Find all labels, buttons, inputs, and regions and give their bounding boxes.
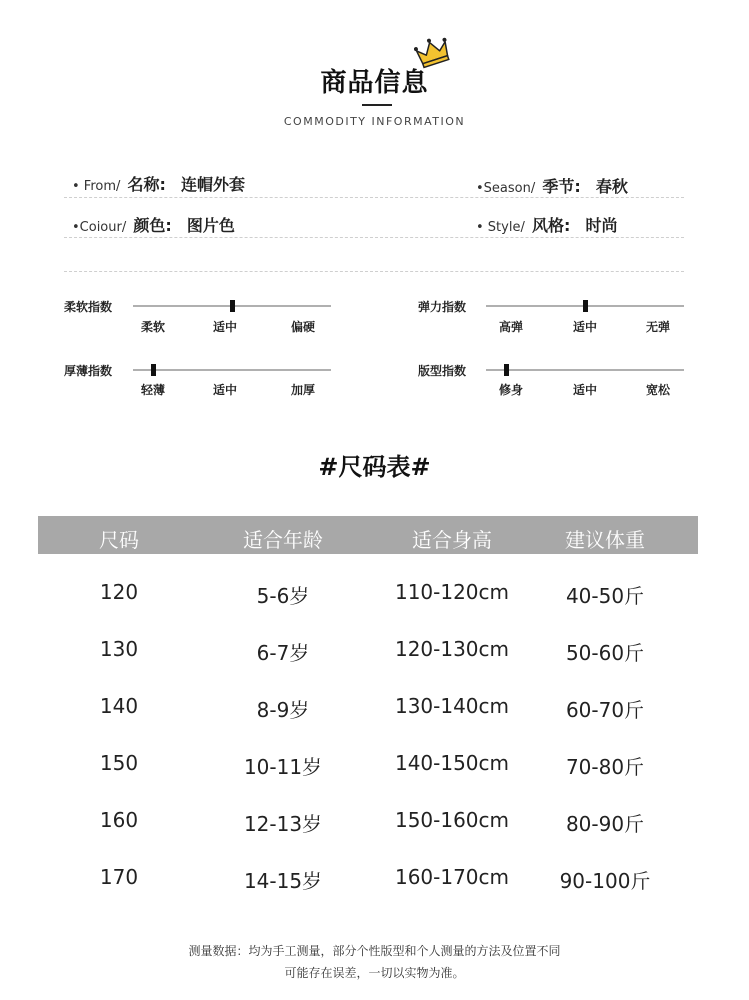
info-color-en: •Coiour/ [72,220,127,235]
table-cell: 140 [99,694,139,718]
page-subtitle: COMMODITY INFORMATION [283,115,466,128]
fit-marker [504,364,509,376]
size-chart-title: #尺码表# [318,453,431,481]
fit-tick-low: 修身 [499,383,524,397]
elasticity-label: 弹力指数 [418,300,467,314]
divider [64,237,684,238]
thickness-track [133,369,331,371]
table-cell: 110-120cm [394,580,510,604]
info-name-cn: 名称: [127,175,166,194]
header-age: 适合年龄 [243,528,323,552]
table-cell: 5-6岁 [256,584,310,608]
table-cell: 12-13岁 [243,812,323,836]
table-cell: 160-170cm [394,865,510,889]
thickness-label: 厚薄指数 [64,364,113,378]
table-cell: 10-11岁 [243,755,323,779]
crown-icon [414,36,452,70]
measurement-note-line2: 可能存在误差，一切以实物为准。 [284,966,465,980]
table-cell: 120-130cm [394,637,510,661]
table-cell: 6-7岁 [256,641,310,665]
info-color [72,213,235,236]
softness-marker [230,300,235,312]
table-cell: 8-9岁 [256,698,310,722]
title-underline [362,104,392,106]
header-weight: 建议体重 [565,528,645,552]
elasticity-marker [583,300,588,312]
table-cell: 150-160cm [394,808,510,832]
table-cell: 90-100斤 [559,869,651,893]
table-cell: 130 [99,637,139,661]
fit-tick-mid: 适中 [573,383,598,397]
softness-tick-mid: 适中 [213,320,238,334]
fit-tick-high: 宽松 [646,383,671,397]
table-cell: 130-140cm [394,694,510,718]
info-name-value: 连帽外套 [180,175,245,194]
softness-label: 柔软指数 [64,300,113,314]
elasticity-tick-high: 无弹 [646,320,671,334]
table-cell: 40-50斤 [565,584,645,608]
table-cell: 160 [99,808,139,832]
info-color-cn: 颜色: [133,216,172,235]
fit-label: 版型指数 [418,364,467,378]
info-season [476,174,628,197]
info-season-cn: 季节: [542,177,581,196]
table-cell: 170 [99,865,139,889]
softness-tick-high: 偏硬 [291,320,316,334]
page-title: 商品信息 [320,68,429,98]
info-style-value: 时尚 [585,216,618,235]
elasticity-tick-low: 高弹 [499,320,524,334]
info-color-value: 图片色 [186,216,235,235]
info-name-en: • From/ [72,179,121,194]
table-cell: 60-70斤 [565,698,645,722]
info-season-en: •Season/ [476,181,536,196]
fit-track [486,369,684,371]
info-style-cn: 风格: [531,216,571,235]
info-style [476,213,617,236]
table-cell: 150 [99,751,139,775]
info-season-value: 春秋 [595,177,628,196]
divider [64,197,684,198]
thickness-tick-mid: 适中 [213,383,238,397]
table-cell: 50-60斤 [565,641,645,665]
size-table-header [38,516,698,554]
thickness-marker [151,364,156,376]
info-name [72,172,245,195]
table-cell: 14-15岁 [243,869,323,893]
table-cell: 80-90斤 [565,812,645,836]
softness-tick-low: 柔软 [141,320,166,334]
table-cell: 120 [99,580,139,604]
table-cell: 140-150cm [394,751,510,775]
header-height: 适合身高 [412,528,492,552]
thickness-tick-high: 加厚 [291,383,316,397]
table-cell: 70-80斤 [565,755,645,779]
header-size: 尺码 [99,528,139,552]
info-style-en: • Style/ [476,220,525,235]
divider [64,271,684,272]
thickness-tick-low: 轻薄 [141,383,166,397]
measurement-note-line1: 测量数据：均为手工测量，部分个性版型和个人测量的方法及位置不同 [188,944,561,958]
elasticity-tick-mid: 适中 [573,320,598,334]
